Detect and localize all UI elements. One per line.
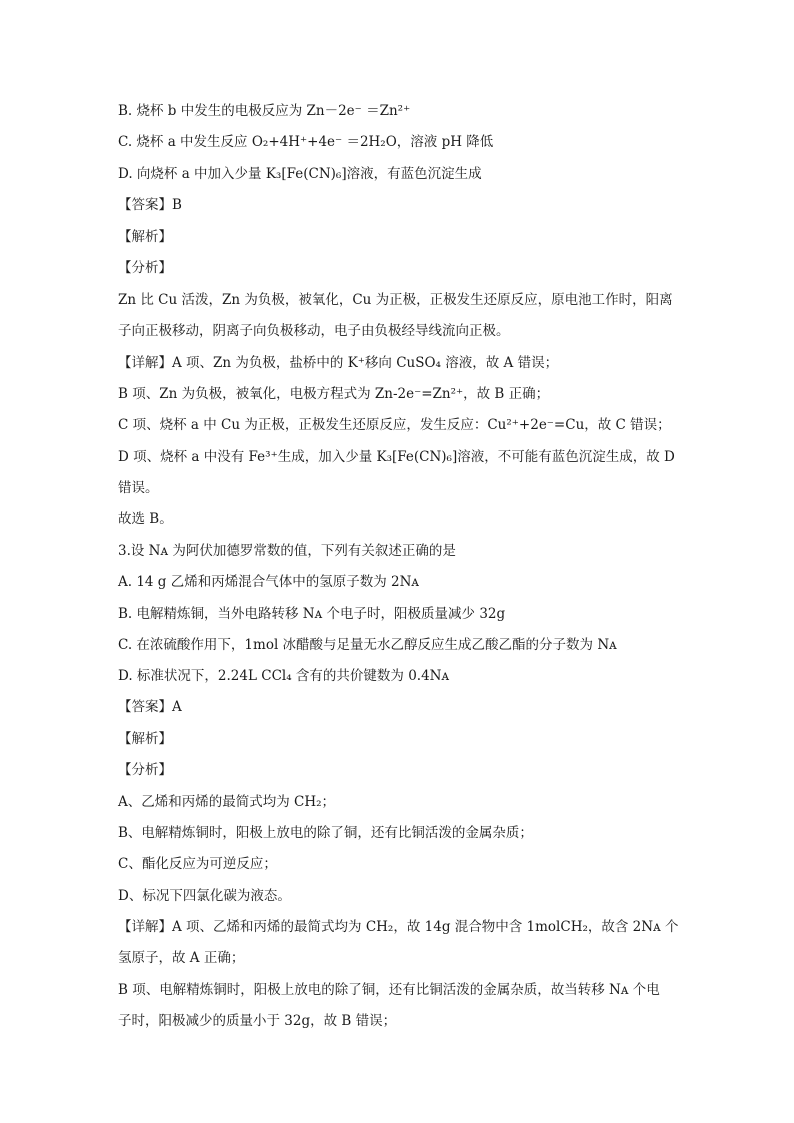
option-b: B. 电解精炼铜，当外电路转移 Nᴀ 个电子时，阳极质量减少 32g [118, 606, 506, 622]
breakdown-line: C、酯化反应为可逆反应； [118, 856, 277, 872]
breakdown-label: 【分析】 [118, 260, 172, 276]
analysis-label: 【解析】 [118, 229, 172, 245]
detail-line: D 项、烧杯 a 中没有 Fe³⁺生成，加入少量 K₃[Fe(CN)₆]溶液，不可能有蓝色沉淀生成，故 D [118, 449, 675, 465]
question-3-stem: 3.设 Nᴀ 为阿伏加德罗常数的值，下列有关叙述正确的是 [118, 543, 456, 559]
option-c: C. 在浓硫酸作用下，1mol 冰醋酸与足量无水乙醇反应生成乙酸乙酯的分子数为 Nᴀ [118, 637, 617, 653]
option-b: B. 烧杯 b 中发生的电极反应为 Zn－2e⁻ ＝Zn²⁺ [118, 103, 411, 119]
option-d: D. 向烧杯 a 中加入少量 K₃[Fe(CN)₆]溶液，有蓝色沉淀生成 [118, 166, 482, 182]
option-a: A. 14 g 乙烯和丙烯混合气体中的氢原子数为 2Nᴀ [118, 574, 420, 590]
detail-line: B 项、Zn 为负极，被氧化，电极方程式为 Zn-2e⁻=Zn²⁺，故 B 正确； [118, 386, 550, 402]
answer-label: 【答案】B [118, 197, 182, 213]
analysis-label: 【解析】 [118, 731, 172, 747]
detail-line: 【详解】A 项、乙烯和丙烯的最简式均为 CH₂，故 14g 混合物中含 1molCH₂，故含 2Nᴀ 个 [118, 919, 679, 935]
option-d: D. 标准状况下，2.24L CCl₄ 含有的共价键数为 0.4Nᴀ [118, 668, 450, 684]
paragraph-line: Zn 比 Cu 活泼，Zn 为负极，被氧化，Cu 为正极，正极发生还原反应，原电池工作时，阳离 [118, 292, 673, 308]
breakdown-line: B、电解精炼铜时，阳极上放电的除了铜，还有比铜活泼的金属杂质； [118, 825, 533, 841]
detail-line: 子时，阳极减少的质量小于 32g，故 B 错误； [118, 1013, 397, 1029]
answer-label: 【答案】A [118, 699, 182, 715]
paragraph-line: 子向正极移动，阴离子向负极移动，电子由负极经导线流向正极。 [118, 323, 510, 339]
option-c: C. 烧杯 a 中发生反应 O₂+4H⁺+4e⁻ ＝2H₂O，溶液 pH 降低 [118, 134, 494, 150]
breakdown-line: D、标况下四氯化碳为液态。 [118, 888, 291, 904]
detail-line: B 项、电解精炼铜时，阳极上放电的除了铜，还有比铜活泼的金属杂质，故当转移 Nᴀ 个电 [118, 982, 660, 998]
conclusion-line: 故选 B。 [118, 511, 173, 527]
detail-line: 错误。 [118, 480, 159, 496]
detail-line: 【详解】A 项、Zn 为负极，盐桥中的 K⁺移向 CuSO₄ 溶液，故 A 错误； [118, 355, 559, 371]
breakdown-label: 【分析】 [118, 762, 172, 778]
detail-line: 氢原子，故 A 正确； [118, 950, 245, 966]
detail-line: C 项、烧杯 a 中 Cu 为正极，正极发生还原反应，发生反应：Cu²⁺+2e⁻=Cu，故 C 错误； [118, 417, 671, 433]
breakdown-line: A、乙烯和丙烯的最简式均为 CH₂； [118, 794, 336, 810]
